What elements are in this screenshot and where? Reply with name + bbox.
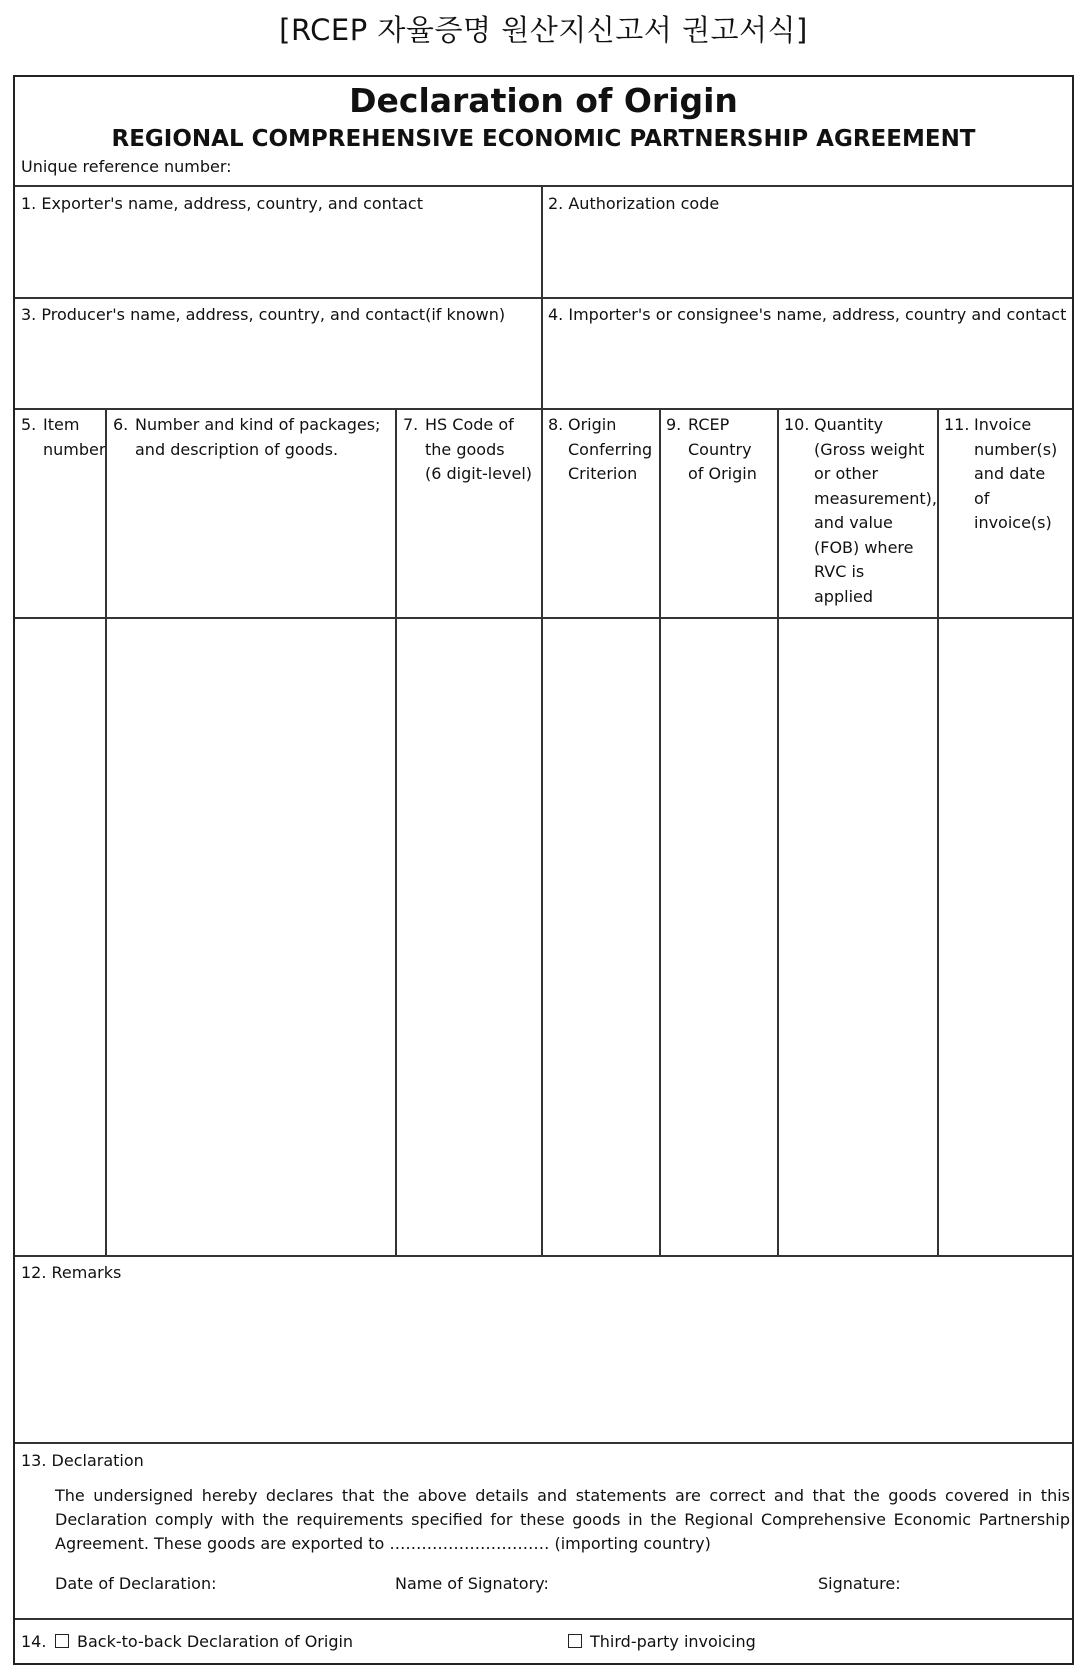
divider: [15, 408, 1072, 410]
box-13-label: 13. Declaration: [21, 1451, 144, 1470]
name-of-signatory-label: Name of Signatory:: [395, 1574, 549, 1593]
signature-label: Signature:: [818, 1574, 901, 1593]
unique-reference-label: Unique reference number:: [21, 157, 232, 176]
box-4-label: 4. Importer's or consignee's name, address, country and contact: [548, 305, 1067, 324]
divider: [15, 1255, 1072, 1257]
checkbox-icon[interactable]: [568, 1634, 582, 1648]
form-subtitle: REGIONAL COMPREHENSIVE ECONOMIC PARTNERSHIP AGREEMENT: [111, 126, 976, 152]
back-to-back-option[interactable]: [55, 1630, 353, 1654]
box-14-number: 14.: [21, 1632, 47, 1651]
divider: [15, 297, 1072, 299]
divider: [937, 408, 939, 1255]
checkbox-icon[interactable]: [55, 1634, 69, 1648]
box-12-label: 12. Remarks: [21, 1263, 122, 1282]
divider: [541, 185, 543, 1255]
divider: [659, 408, 661, 1255]
divider: [15, 185, 1072, 187]
third-party-invoicing-option[interactable]: [568, 1630, 756, 1654]
form-title: Declaration of Origin: [349, 81, 738, 120]
divider: [777, 408, 779, 1255]
divider: [15, 1618, 1072, 1620]
divider: [395, 408, 397, 1255]
box-3-label: 3. Producer's name, address, country, and contact(if known): [21, 305, 506, 324]
box-2-label: 2. Authorization code: [548, 194, 720, 213]
back-to-back-label: Back-to-back Declaration of Origin: [77, 1632, 354, 1651]
third-party-invoicing-label: Third-party invoicing: [590, 1632, 756, 1651]
divider: [15, 1442, 1072, 1444]
date-of-declaration-label: Date of Declaration:: [55, 1574, 217, 1593]
declaration-form: Declaration of Origin REGIONAL COMPREHENSIVE ECONOMIC PARTNERSHIP AGREEMENT Unique reference number: 1. Exporter's name, address, country, and contact 2. Authorization code 3. Producer's name, address, country, and contact(if known) 4. Importer's or consignee's name, address, country and contact 5. Item number 6. Number and kind of packages; and description of goods. 7. HS Code of the goods (6 digit-level) 8. Origin Conferring Criterion 9. RCEP Country of Origin 10. Quantity (Gross weight or other measurement), and value (FOB) where RVC is applied 11. Invoice number(s) and date of invoice(s) 12. Remarks 13. Declaration The undersigned hereby declares that the above details and statements are correct and that the goods covered in this Declaration comply with the requirements specified for these goods in the Regional Comprehensive Economic Partnership Agreement. These goods are exported to ………………………… (importing country) Date of Declaration: Name of Signatory: Signature: 14. Back-to-back Declaration of Origin Third-party invoicing: [13, 75, 1074, 1665]
box-1-label: 1. Exporter's name, address, country, and contact: [21, 194, 423, 213]
divider: [105, 408, 107, 1255]
page-heading: [RCEP 자율증명 원산지신고서 권고서식]: [279, 13, 808, 47]
declaration-text: The undersigned hereby declares that the above details and statements are correct and that the goods covered in this Declaration comply with the requirements specified for these goods in the Regional Comprehensive Economic Partnership Agreement. These goods are exported to ………………………… (importing country): [55, 1486, 1070, 1553]
divider: [15, 617, 1072, 619]
